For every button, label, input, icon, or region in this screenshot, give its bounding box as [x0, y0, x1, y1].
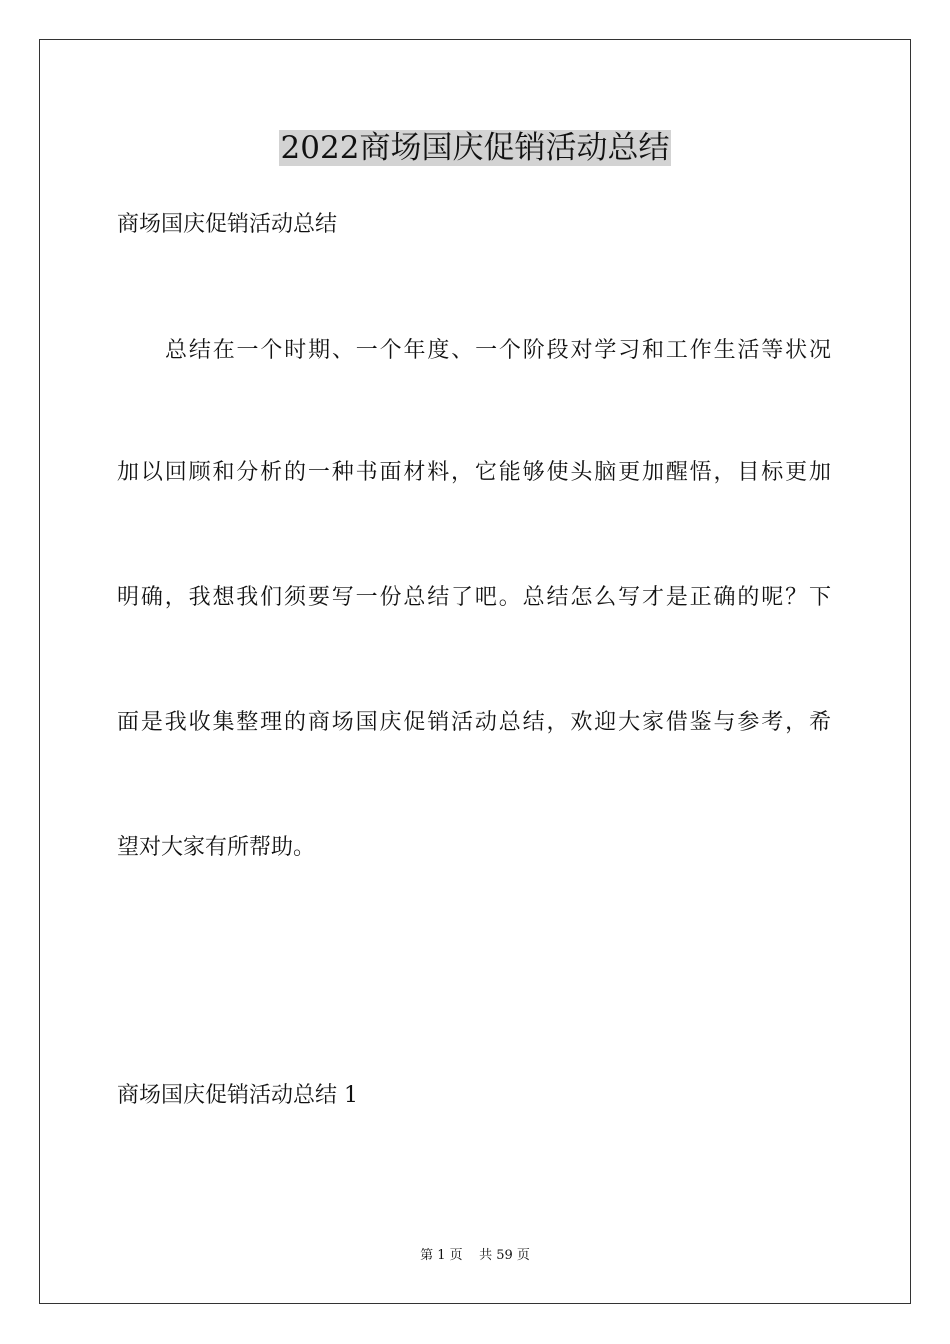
- document-subtitle: 商场国庆促销活动总结: [117, 212, 338, 237]
- paragraph-line-3: 明确，我想我们须要写一份总结了吧。总结怎么写才是正确的呢？下: [117, 585, 831, 610]
- section-heading: 商场国庆促销活动总结 1: [117, 1083, 358, 1108]
- document-title: [0, 128, 950, 168]
- document-title-text: 2022商场国庆促销活动总结: [280, 130, 670, 166]
- paragraph-line-2: 加以回顾和分析的一种书面材料，它能够使头脑更加醒悟，目标更加: [117, 460, 831, 485]
- paragraph-line-4: 面是我收集整理的商场国庆促销活动总结，欢迎大家借鉴与参考，希: [117, 710, 831, 735]
- paragraph-line-5: 望对大家有所帮助。: [117, 835, 316, 860]
- paragraph-line-1: 总结在一个时期、一个年度、一个阶段对学习和工作生活等状况: [165, 338, 831, 363]
- page-number-footer: 第 1 页 共 59 页: [420, 1248, 530, 1263]
